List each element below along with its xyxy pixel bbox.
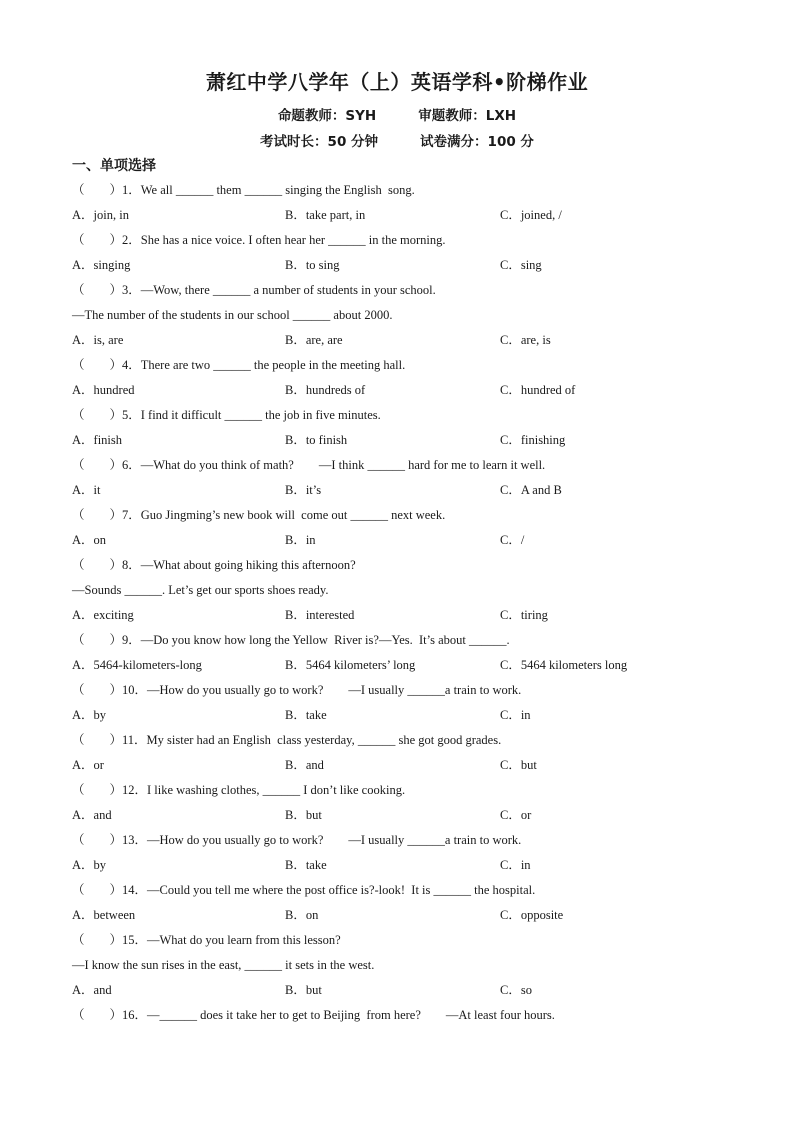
question-stem: （ ）2．She has a nice voice. I often hear her ______ in the morning.: [72, 233, 446, 247]
option-row: [72, 605, 772, 625]
author-line: [0, 104, 794, 124]
question-stem: （ ）14．—Could you tell me where the post office is?-look! It is ______ the hospital.: [72, 883, 536, 897]
option-c[interactable]: C．hundred of: [500, 383, 576, 397]
question-stem-continued: —The number of the students in our school ______ about 2000.: [72, 308, 393, 322]
option-c[interactable]: C．in: [500, 858, 531, 872]
option-row: [72, 330, 772, 350]
option-row: [72, 480, 772, 500]
option-b[interactable]: B．but: [285, 983, 322, 997]
option-c[interactable]: C．/: [500, 533, 525, 547]
option-a[interactable]: A．or: [72, 758, 104, 772]
option-b[interactable]: B．but: [285, 808, 322, 822]
option-c[interactable]: C．opposite: [500, 908, 564, 922]
reviewer-label: 审题教师：LXH: [418, 108, 517, 124]
option-a[interactable]: A．by: [72, 708, 107, 722]
page-title: 萧红中学八学年（上）英语学科•阶梯作业: [205, 70, 589, 94]
option-b[interactable]: B．it’s: [285, 483, 322, 497]
question-stem: （ ）3．—Wow, there ______ a number of students in your school.: [72, 283, 436, 297]
question-stem: （ ）10．—How do you usually go to work? —I usually ______a train to work.: [72, 683, 522, 697]
question-stem: （ ）11．My sister had an English class yesterday, ______ she got good grades.: [72, 733, 502, 747]
option-b[interactable]: B．and: [285, 758, 324, 772]
option-b[interactable]: B．take: [285, 858, 327, 872]
option-row: [72, 855, 772, 875]
option-c[interactable]: C．tiring: [500, 608, 548, 622]
option-row: [72, 755, 772, 775]
option-c[interactable]: C．5464 kilometers long: [500, 658, 628, 672]
option-a[interactable]: A．by: [72, 858, 107, 872]
option-b[interactable]: B．interested: [285, 608, 355, 622]
option-row: [72, 805, 772, 825]
option-a[interactable]: A．finish: [72, 433, 123, 447]
question-stem: （ ）8．—What about going hiking this afternoon?: [72, 558, 356, 572]
option-b[interactable]: B．take part, in: [285, 208, 366, 222]
option-c[interactable]: C．so: [500, 983, 532, 997]
option-row: [72, 430, 772, 450]
option-row: [72, 655, 772, 675]
option-b[interactable]: B．in: [285, 533, 316, 547]
option-a[interactable]: A．and: [72, 983, 112, 997]
option-c[interactable]: C．in: [500, 708, 531, 722]
option-row: [72, 255, 772, 275]
question-stem: （ ）15．—What do you learn from this lesson?: [72, 933, 341, 947]
option-a[interactable]: A．on: [72, 533, 107, 547]
option-row: [72, 905, 772, 925]
option-c[interactable]: C．or: [500, 808, 532, 822]
question-stem-continued: —Sounds ______. Let’s get our sports shoes ready.: [72, 583, 329, 597]
option-row: [72, 980, 772, 1000]
option-row: [72, 205, 772, 225]
question-stem: （ ）7．Guo Jingming’s new book will come out ______ next week.: [72, 508, 446, 522]
question-stem-continued: —I know the sun rises in the east, ______ it sets in the west.: [72, 958, 375, 972]
option-c[interactable]: C．but: [500, 758, 537, 772]
question-stem: （ ）1．We all ______ them ______ singing the English song.: [72, 183, 415, 197]
teacher-label: 命题教师：SYH: [277, 108, 377, 124]
option-a[interactable]: A．between: [72, 908, 136, 922]
question-stem: （ ）6．—What do you think of math? —I think ______ hard for me to learn it well.: [72, 458, 546, 472]
option-c[interactable]: C．sing: [500, 258, 542, 272]
question-stem: （ ）16．—______ does it take her to get to Beijing from here? —At least four hours.: [72, 1008, 555, 1022]
option-c[interactable]: C．finishing: [500, 433, 566, 447]
option-c[interactable]: C．are, is: [500, 333, 551, 347]
option-b[interactable]: B．on: [285, 908, 319, 922]
option-row: [72, 530, 772, 550]
option-a[interactable]: A．is, are: [72, 333, 124, 347]
option-a[interactable]: A．and: [72, 808, 112, 822]
option-a[interactable]: A．singing: [72, 258, 131, 272]
question-stem: （ ）4．There are two ______ the people in the meeting hall.: [72, 358, 406, 372]
option-row: [72, 705, 772, 725]
option-a[interactable]: A．5464-kilometers-long: [72, 658, 202, 672]
option-a[interactable]: A．hundred: [72, 383, 135, 397]
exam-info-line: [0, 130, 794, 150]
question-stem: （ ）9．—Do you know how long the Yellow River is?—Yes. It’s about ______.: [72, 633, 510, 647]
question-stem: （ ）13．—How do you usually go to work? —I usually ______a train to work.: [72, 833, 522, 847]
question-stem: （ ）12．I like washing clothes, ______ I don’t like cooking.: [72, 783, 406, 797]
option-a[interactable]: A．exciting: [72, 608, 134, 622]
option-b[interactable]: B．to finish: [285, 433, 348, 447]
section-title: 一、单项选择: [72, 158, 156, 174]
option-b[interactable]: B．hundreds of: [285, 383, 366, 397]
duration-label: 考试时长：50 分钟: [260, 134, 379, 150]
option-a[interactable]: A．join, in: [72, 208, 129, 222]
option-b[interactable]: B．5464 kilometers’ long: [285, 658, 416, 672]
option-c[interactable]: C．joined, /: [500, 208, 562, 222]
score-label: 试卷满分：100 分: [420, 134, 534, 150]
option-c[interactable]: C．A and B: [500, 483, 562, 497]
option-b[interactable]: B．take: [285, 708, 327, 722]
option-a[interactable]: A．it: [72, 483, 101, 497]
option-b[interactable]: B．are, are: [285, 333, 343, 347]
question-stem: （ ）5．I find it difficult ______ the job in five minutes.: [72, 408, 381, 422]
option-b[interactable]: B．to sing: [285, 258, 340, 272]
option-row: [72, 380, 772, 400]
